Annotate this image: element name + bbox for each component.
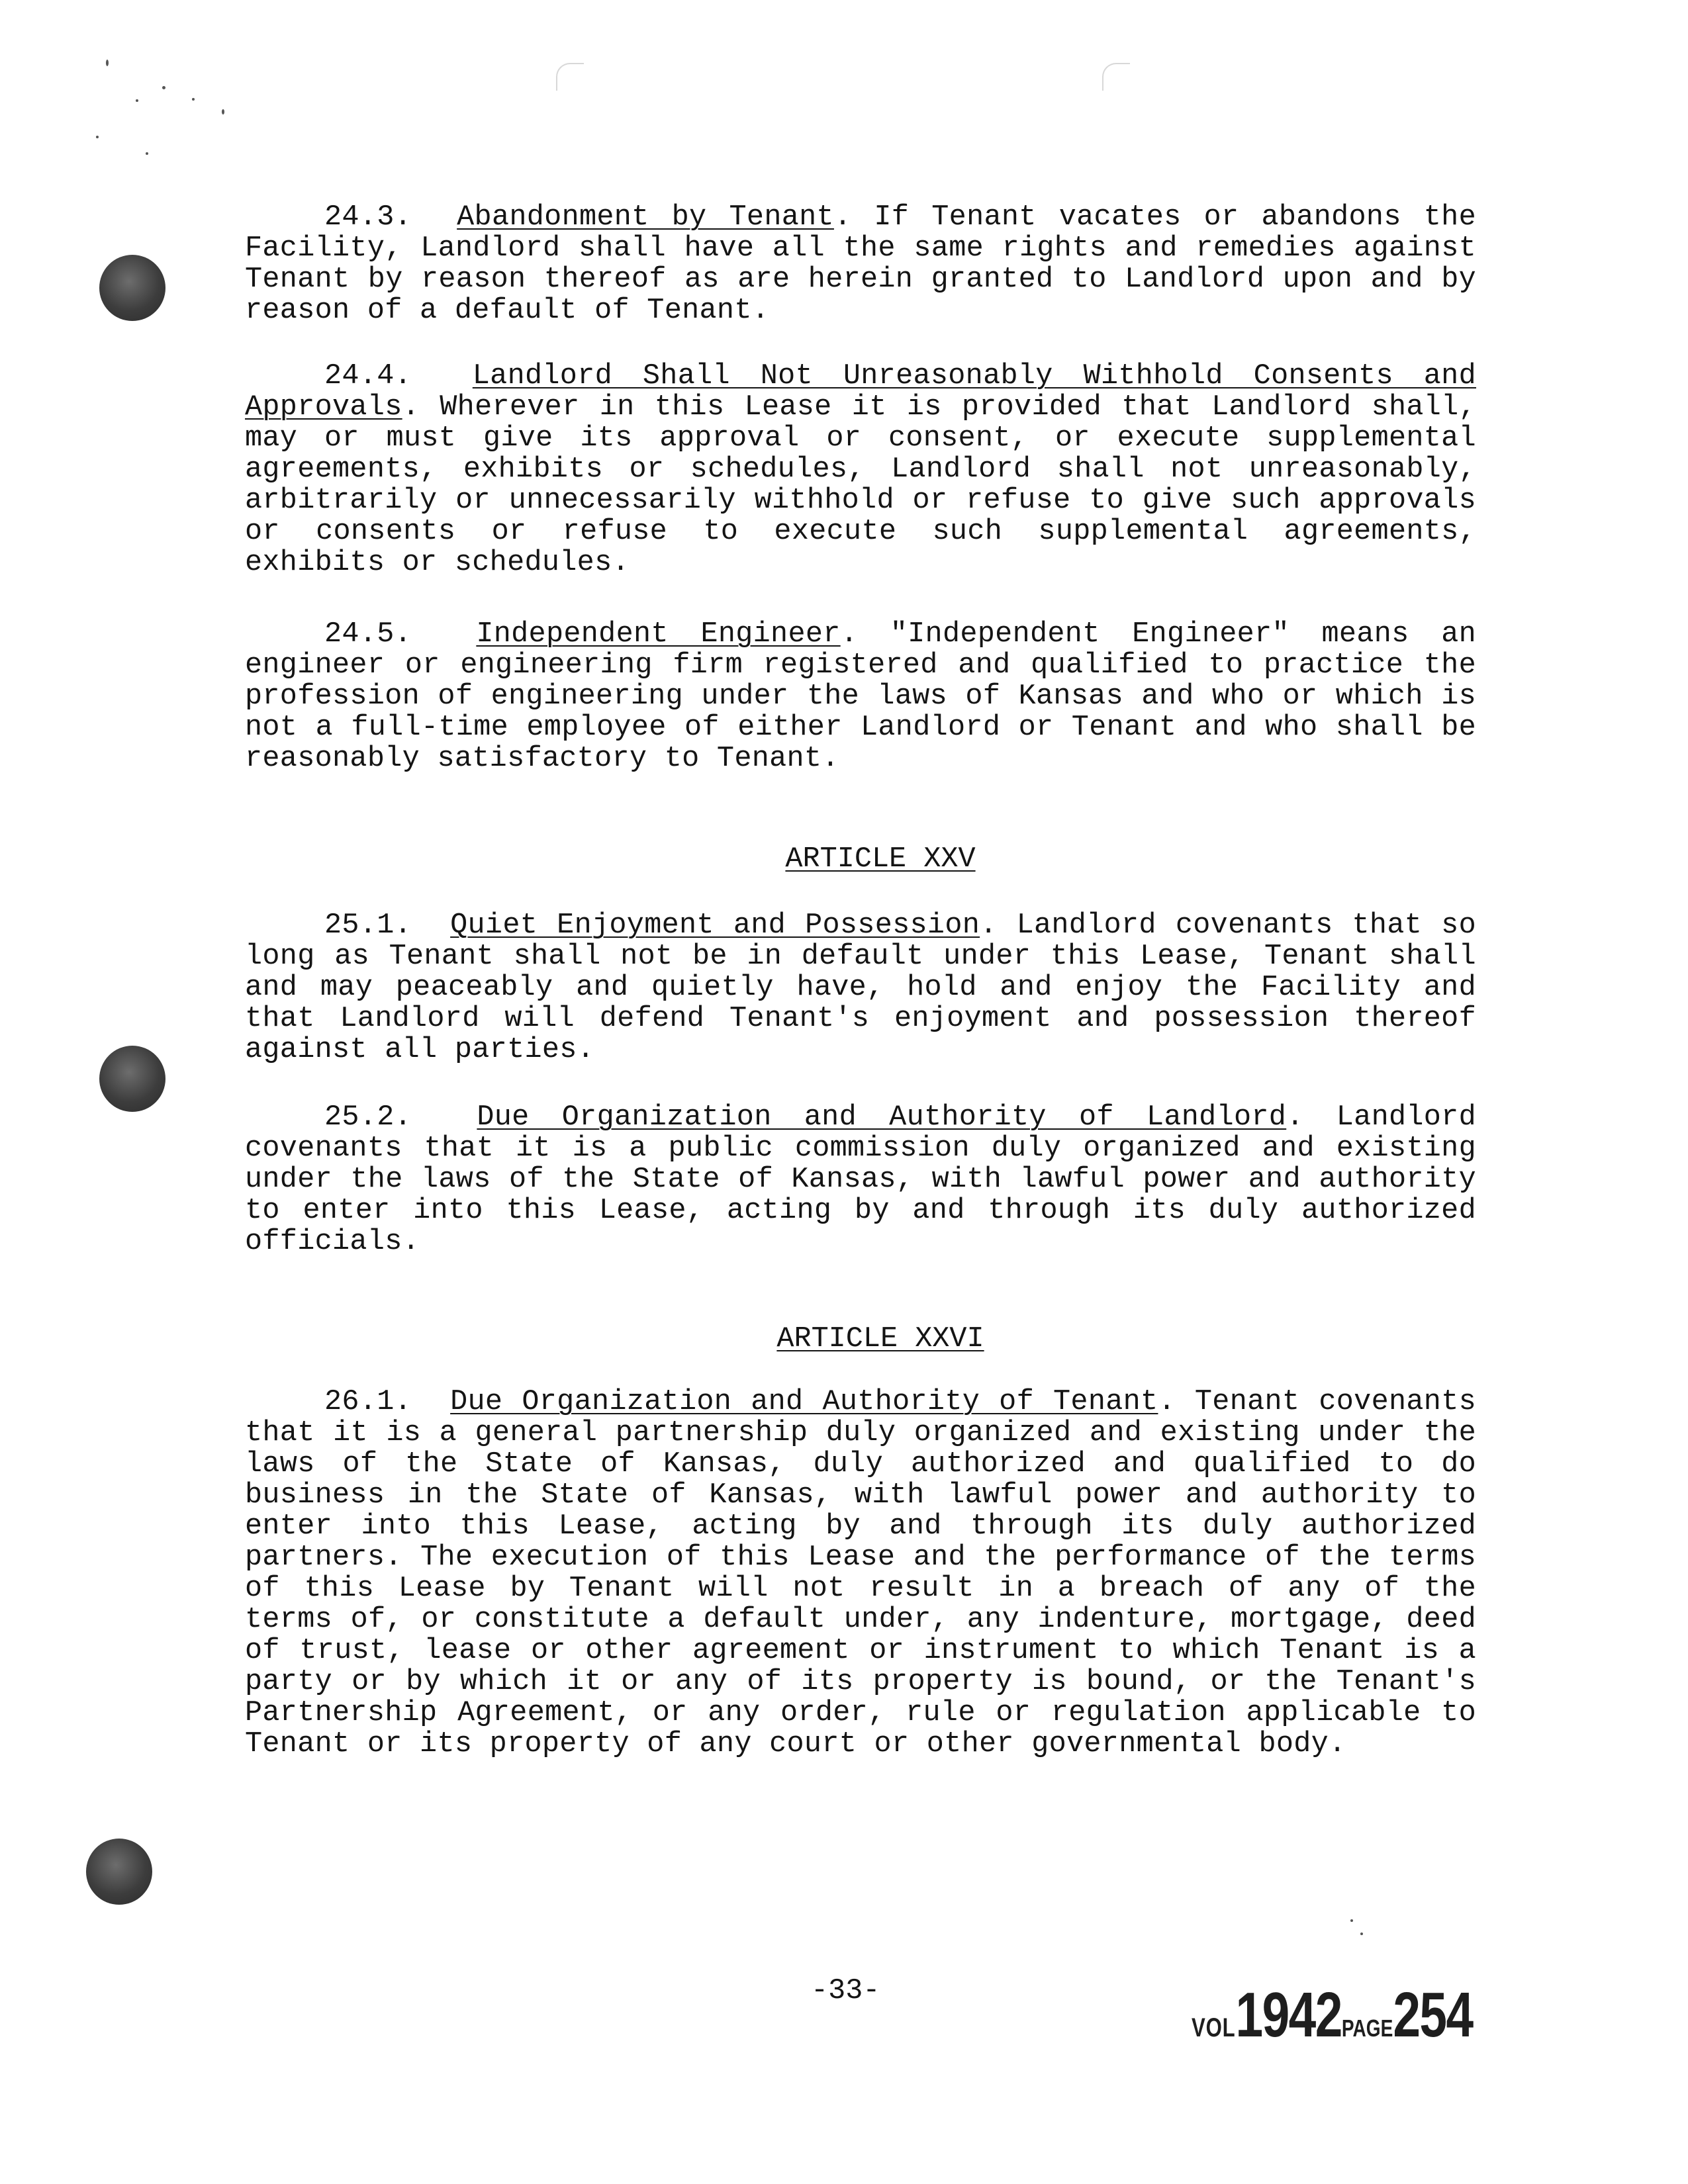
section-24-5 [245,619,1476,774]
recording-stamp [1192,1979,1473,2052]
article-title: ARTICLE XXV [785,843,976,876]
section-25-1 [245,910,1476,1066]
scan-speck [146,152,148,155]
section-body: . "Independent Engineer" means an engineer or engineering firm registered and qualified to practice the profession of engineering under the laws of Kansas and who or which is not a full-time employee of either Landlord or Tenant and who shall be reasonably satisfactory to Tenant. [245,618,1477,775]
section-number: 24.4. [324,360,412,392]
page-number: -33- [811,1975,880,2007]
section-number: 24.5. [324,618,412,651]
section-body: . If Tenant vacates or abandons the Facility, Landlord shall have all the same rights and remedies against Tenant by reason thereof as are herein granted to Landlord upon and by reason of a default of Tenant. [245,201,1476,327]
scan-mark [1102,63,1130,91]
punch-hole-top [99,255,165,321]
scan-speck [1350,1919,1353,1922]
section-heading: Due Organization and Authority of Landlord [477,1101,1287,1134]
stamp-vol-label: VOL [1192,2013,1236,2042]
stamp-page-number: 254 [1393,1979,1473,2050]
section-heading: Landlord Shall Not Unreasonably Withhold Consents and Approvals [245,360,1476,424]
scan-mark [556,63,584,91]
stamp-page-label: PAGE [1341,2015,1393,2042]
section-heading: Independent Engineer [476,618,841,651]
scan-speck [136,99,138,102]
section-body: . Landlord covenants that it is a public commission duly organized and existing under the laws of the State of Kansas, with lawful power and authority to enter into this Lease, acting by and through its duly authorized officials. [245,1101,1476,1258]
article-title: ARTICLE XXVI [776,1323,984,1355]
section-number: 25.2. [324,1101,412,1134]
section-number: 26.1. [324,1386,412,1418]
punch-hole-middle [99,1046,165,1112]
section-body: . Wherever in this Lease it is provided that Landlord shall, may or must give its approval or consent, or execute supplemental agreements, exhibits or schedules, Landlord shall not unreasonably, arbitrarily or unnecessarily withhold or refuse to give such approvals or consents or refuse to execute such supplemental agreements, exhibits or schedules. [245,391,1476,579]
stamp-volume-number: 1942 [1235,1979,1342,2050]
article-xxv-heading [0,844,1688,875]
scan-speck [106,60,109,66]
section-heading: Quiet Enjoyment and Possession [450,909,980,942]
section-heading: Due Organization and Authority of Tenant [450,1386,1158,1418]
scan-speck [162,86,165,89]
scan-speck [192,98,195,101]
article-xxvi-heading [0,1324,1688,1355]
section-26-1 [245,1387,1476,1760]
punch-hole-bottom [86,1839,152,1905]
scan-speck [96,136,99,138]
section-24-4 [245,361,1476,578]
section-24-3 [245,202,1476,326]
section-body: . Tenant covenants that it is a general partnership duly organized and existing under the laws of the State of Kansas, duly authorized and qualified to do business in the State of Kansas, with lawful power and authority to enter into this Lease, acting by and through its duly authorized partners. The execution of this Lease and the performance of the terms of this Lease by Tenant will not result in a breach of any of the terms of, or constitute a default under, any indenture, mortgage, deed of trust, lease or other agreement or instrument to which Tenant is a party or by which it or any of its property is bound, or the Tenant's Partnership Agreement, or any order, rule or regulation applicable to Tenant or its property of any court or other governmental body. [245,1386,1476,1760]
section-heading: Abandonment by Tenant [457,201,834,234]
section-body: . Landlord covenants that so long as Tenant shall not be in default under this Lease, Tenant shall and may peaceably and quietly have, hold and enjoy the Facility and that Landlord will defend Tenant's enjoyment and possession thereof against all parties. [245,909,1476,1066]
section-number: 24.3. [324,201,412,234]
section-25-2 [245,1102,1476,1257]
scan-speck [1360,1933,1363,1935]
scan-speck [222,109,224,114]
section-number: 25.1. [324,909,412,942]
